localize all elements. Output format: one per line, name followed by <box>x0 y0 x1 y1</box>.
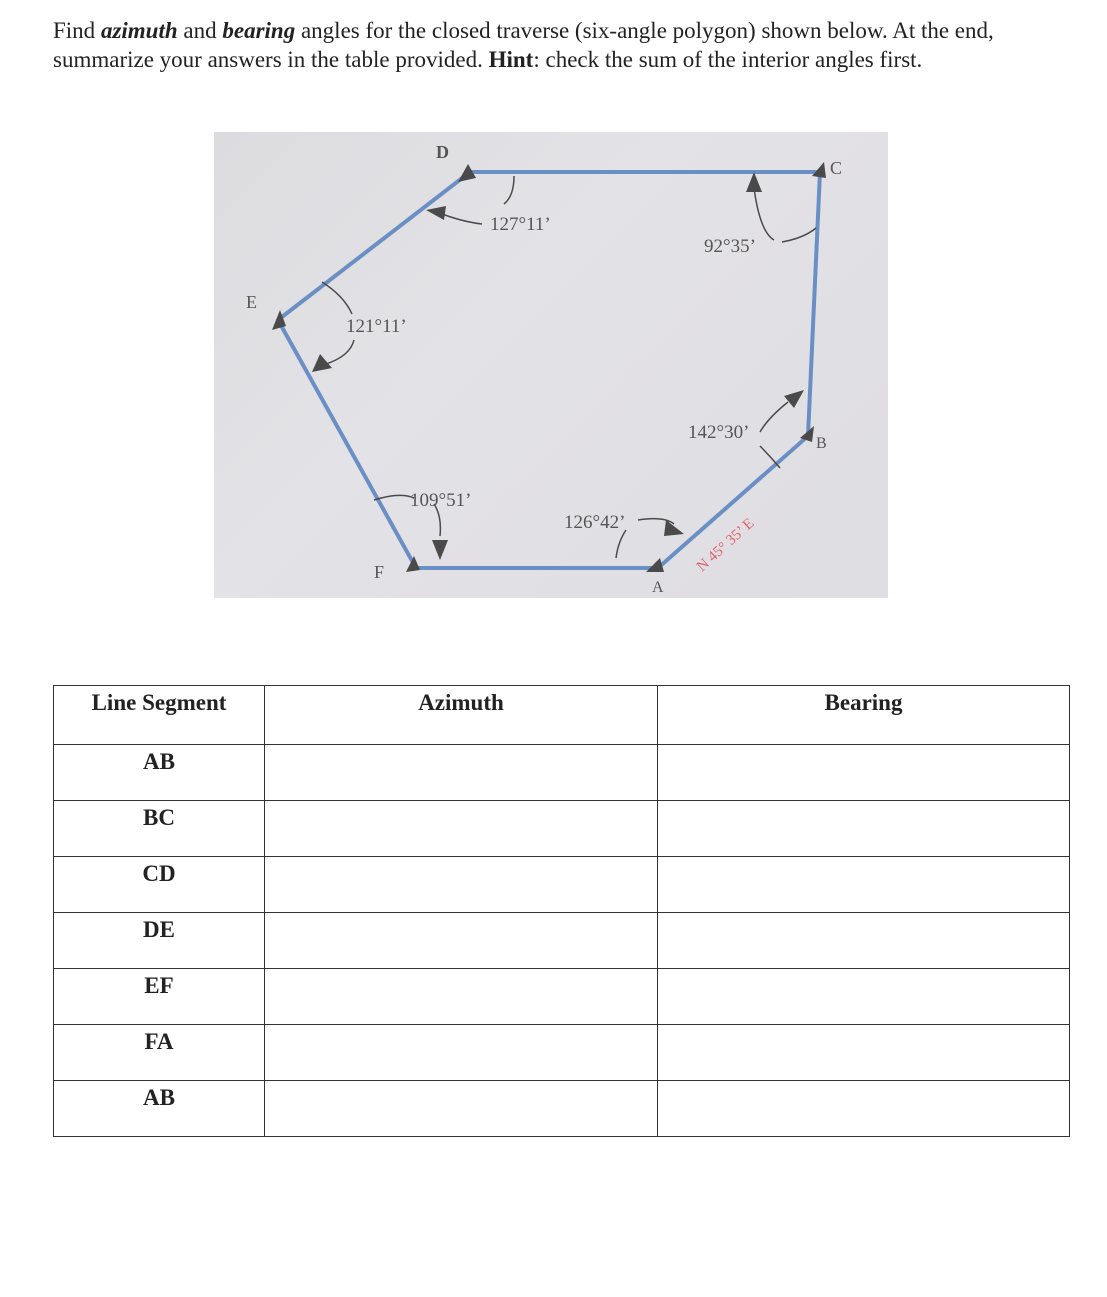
table-row <box>54 1081 1070 1137</box>
bearing-label-ab: N 45° 35’ E <box>693 515 758 575</box>
table-header-row <box>54 686 1070 745</box>
traverse-figure <box>214 132 888 598</box>
bearing-cell[interactable] <box>658 857 1070 913</box>
azimuth-term: azimuth <box>100 18 178 43</box>
bearing-cell[interactable] <box>658 913 1070 969</box>
vertex-marker-a <box>646 558 664 572</box>
table-row <box>54 913 1070 969</box>
angle-label-a: 126°42’ <box>564 512 626 533</box>
point-label-b: B <box>816 435 827 452</box>
bearing-cell[interactable] <box>658 1081 1070 1137</box>
segment-cell: AB <box>54 745 265 801</box>
segment-cell: BC <box>54 801 265 857</box>
bearing-cell[interactable] <box>658 801 1070 857</box>
angle-label-b: 142°30’ <box>688 422 750 443</box>
angle-label-c: 92°35’ <box>704 236 756 257</box>
point-label-d: D <box>436 142 449 162</box>
azimuth-cell[interactable] <box>265 1025 658 1081</box>
arrow-b <box>784 390 804 408</box>
point-label-e: E <box>246 292 257 312</box>
instructions-part: and <box>177 18 223 43</box>
segment-cell: EF <box>54 969 265 1025</box>
angle-label-e: 121°11’ <box>346 316 407 337</box>
bearing-cell[interactable] <box>658 745 1070 801</box>
bearing-cell[interactable] <box>658 1025 1070 1081</box>
instructions-part: Find <box>53 18 101 43</box>
instructions-part: : check the sum of the interior angles first. <box>533 47 923 72</box>
header-azimuth: Azimuth <box>265 686 658 745</box>
azimuth-cell[interactable] <box>265 857 658 913</box>
arrow-a <box>664 520 684 536</box>
table-row <box>54 801 1070 857</box>
azimuth-cell[interactable] <box>265 801 658 857</box>
arrow-f <box>432 540 448 560</box>
arrow-d <box>426 206 446 220</box>
header-bearing: Bearing <box>658 686 1070 745</box>
table-row <box>54 857 1070 913</box>
azimuth-cell[interactable] <box>265 969 658 1025</box>
vertex-marker-f <box>406 556 420 572</box>
summary-table <box>53 685 1070 1137</box>
point-label-c: C <box>830 158 843 178</box>
azimuth-cell[interactable] <box>265 913 658 969</box>
arrow-c <box>746 172 762 192</box>
table-row <box>54 969 1070 1025</box>
segment-cell: FA <box>54 1025 265 1081</box>
angle-label-d: 127°11’ <box>490 214 551 235</box>
table-row <box>54 745 1070 801</box>
hint-label: Hint <box>488 47 534 72</box>
azimuth-cell[interactable] <box>265 1081 658 1137</box>
angle-arc-c <box>754 188 816 242</box>
azimuth-cell[interactable] <box>265 745 658 801</box>
angle-label-f: 109°51’ <box>410 490 472 511</box>
instructions-part: angles for the closed traverse (six-angle polygon) shown below. At the end, summarize your answers in the table provided. <box>53 18 994 72</box>
table-row <box>54 1025 1070 1081</box>
header-line-segment: Line Segment <box>54 686 265 745</box>
traverse-diagram <box>214 132 888 598</box>
instructions-text <box>53 16 1053 74</box>
segment-cell: CD <box>54 857 265 913</box>
segment-cell: DE <box>54 913 265 969</box>
bearing-cell[interactable] <box>658 969 1070 1025</box>
point-label-f: F <box>374 562 385 582</box>
point-label-a: A <box>652 579 664 596</box>
segment-cell: AB <box>54 1081 265 1137</box>
bearing-term: bearing <box>222 18 296 43</box>
